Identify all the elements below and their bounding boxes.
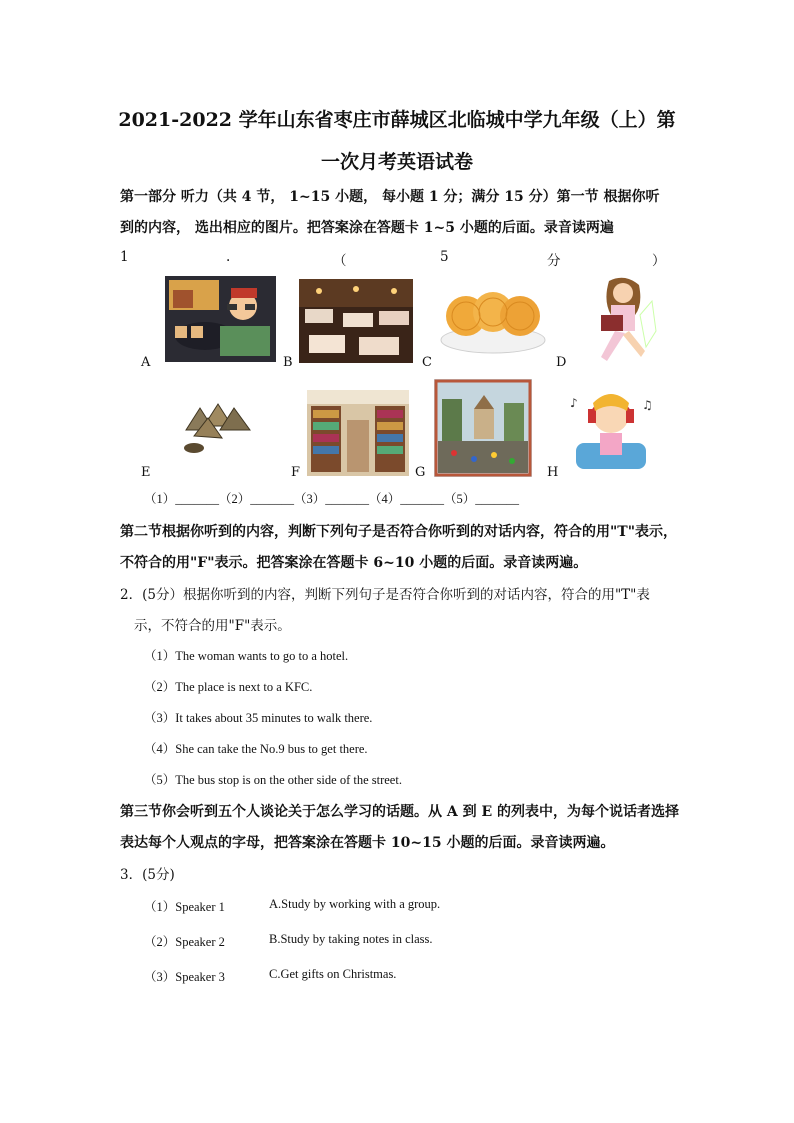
option-letter-c: C xyxy=(422,355,432,370)
q1-dot: . xyxy=(226,249,231,265)
q3-speaker: （3）Speaker 3 xyxy=(144,970,225,984)
q1-number: 1 xyxy=(120,249,129,265)
part1-instruction-line1: 第一部分 听力（共 4 节， 1~15 小题， 每小题 1 分；满分 15 分）第一节 根据你听 xyxy=(120,189,660,205)
mooncake-picture xyxy=(438,282,548,356)
option-letter-h: H xyxy=(547,465,559,480)
cinema-picture xyxy=(165,276,276,362)
q2-stem-line1: 2．(5分）根据你听到的内容，判断下列句子是否符合你听到的对话内容，符合的用"T"表 xyxy=(120,587,650,603)
q3-speaker: （2）Speaker 2 xyxy=(144,935,225,949)
q1-paren-close: ） xyxy=(652,253,666,269)
option-letter-a: A xyxy=(141,355,151,370)
part1-instruction-line2: 到的内容， 选出相应的图片。把答案涂在答题卡 1~5 小题的后面。录音读两遍 xyxy=(120,220,614,236)
option-letter-e: E xyxy=(141,465,151,480)
svg-text:♪: ♪ xyxy=(570,396,578,410)
restaurant-picture xyxy=(299,279,413,363)
page-title-line2: 一次月考英语试卷 xyxy=(320,151,473,173)
svg-text:♫: ♫ xyxy=(642,398,653,412)
bookstore-picture xyxy=(307,390,409,476)
q2-item: （1）The woman wants to go to a hotel. xyxy=(144,649,349,663)
q2-item: （3）It takes about 35 minutes to walk there. xyxy=(144,711,373,725)
section2-instruction-line1: 第二节根据你听到的内容，判断下列句子是否符合你听到的对话内容，符合的用"T"表示， xyxy=(120,524,678,540)
q3-option: B.Study by taking notes in class. xyxy=(269,932,433,946)
q2-item: （2）The place is next to a KFC. xyxy=(144,680,313,694)
q2-item: （4）She can take the No.9 bus to get there. xyxy=(144,742,368,756)
option-letter-b: B xyxy=(283,355,293,370)
q1-score: 5 xyxy=(440,249,449,265)
zongzi-picture xyxy=(180,400,255,458)
q1-paren-open: （ xyxy=(333,253,347,269)
q3-option: A.Study by working with a group. xyxy=(269,897,441,911)
q2-stem-line2: 示，不符合的用"F"表示。 xyxy=(134,618,291,634)
q3-speaker: （1）Speaker 1 xyxy=(144,900,225,914)
q3-option: C.Get gifts on Christmas. xyxy=(269,967,397,981)
section3-instruction-line1: 第三节你会听到五个人谈论关于怎么学习的话题。从 A 到 E 的列表中，为每个说话者选择 xyxy=(120,804,680,820)
q2-item: （5）The bus stop is on the other side of the street. xyxy=(144,773,402,787)
section2-instruction-line2: 不符合的用"F"表示。把答案涂在答题卡 6~10 小题的后面。录音读两遍。 xyxy=(120,555,588,571)
park-picture xyxy=(434,379,532,477)
girl-music-picture xyxy=(568,385,654,477)
option-letter-g: G xyxy=(415,465,426,480)
q3-stem: 3．(5分) xyxy=(120,867,175,883)
girl-reading-picture xyxy=(585,275,660,369)
page-title: 2021-2022 学年山东省枣庄市薛城区北临城中学九年级（上）第 xyxy=(118,109,676,131)
q1-answer-blanks: （1）_______（2）_______（3）_______（4）_______（5）_______ xyxy=(144,492,520,506)
q1-unit: 分 xyxy=(547,253,561,269)
section3-instruction-line2: 表达每个人观点的字母，把答案涂在答题卡 10~15 小题的后面。录音读两遍。 xyxy=(120,835,615,851)
option-letter-f: F xyxy=(291,465,301,480)
option-letter-d: D xyxy=(556,355,567,370)
